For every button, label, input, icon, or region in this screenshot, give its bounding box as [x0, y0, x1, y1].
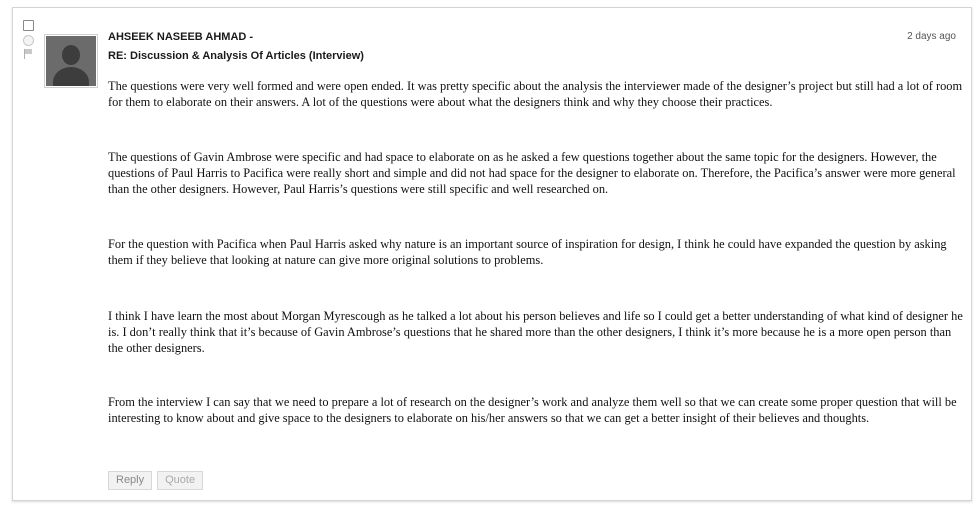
default-user-avatar-icon — [46, 36, 96, 86]
post-side-controls — [23, 20, 37, 59]
avatar[interactable] — [44, 34, 98, 88]
quote-button[interactable]: Quote — [157, 471, 203, 490]
reply-button[interactable]: Reply — [108, 471, 152, 490]
post-paragraph: From the interview I can say that we need to prepare a lot of research on the designer’s work and analyze them well so that we can create some proper question that will be interesting to know about and give space to the designers to elaborate on his/her answers so that we can get a better insight of their believes and thoughts. — [108, 395, 957, 425]
post-timestamp: 2 days ago — [907, 31, 956, 42]
select-checkbox[interactable] — [23, 20, 34, 31]
post-actions — [108, 471, 204, 490]
post-subject: RE: Discussion & Analysis Of Articles (Interview) — [108, 50, 364, 62]
post-paragraph: For the question with Pacifica when Paul Harris asked why nature is an important source of inspiration for design, I think he could have expanded the question by asking them if they believe that looking at nature can give more original solutions to problems. — [108, 237, 947, 267]
flag-icon[interactable] — [23, 49, 33, 59]
post-paragraph: I think I have learn the most about Morgan Myrescough as he talked a lot about his person believes and life so I could get a better understanding of what kind of designer he is. I don’t really think that it’s because of Gavin Ambrose’s questions that he shared more than the other designers, I think it’s more because he is a more open person than the other designers. — [108, 309, 963, 355]
discussion-post — [12, 7, 972, 501]
post-paragraph: The questions were very well formed and were open ended. It was pretty specific about the analysis the interviewer made of the designer’s project but still had a lot of room for them to elaborate on their answers. A lot of the questions were about what the designers think and why they choose their practices. — [108, 79, 963, 109]
post-paragraph: The questions of Gavin Ambrose were specific and had space to elaborate on as he asked a few questions together about the same topic for the designers. However, the questions of Paul Harris to Pacifica were really short and simple and did not had space for the designer to elaborate on. Therefore, the Pacifica’s answer were more general than the other designers. However, Paul Harris’s questions were still specific and well researched on. — [108, 150, 956, 196]
author-name[interactable]: AHSEEK NASEEB AHMAD - — [108, 31, 254, 43]
read-status-icon[interactable] — [23, 35, 34, 46]
